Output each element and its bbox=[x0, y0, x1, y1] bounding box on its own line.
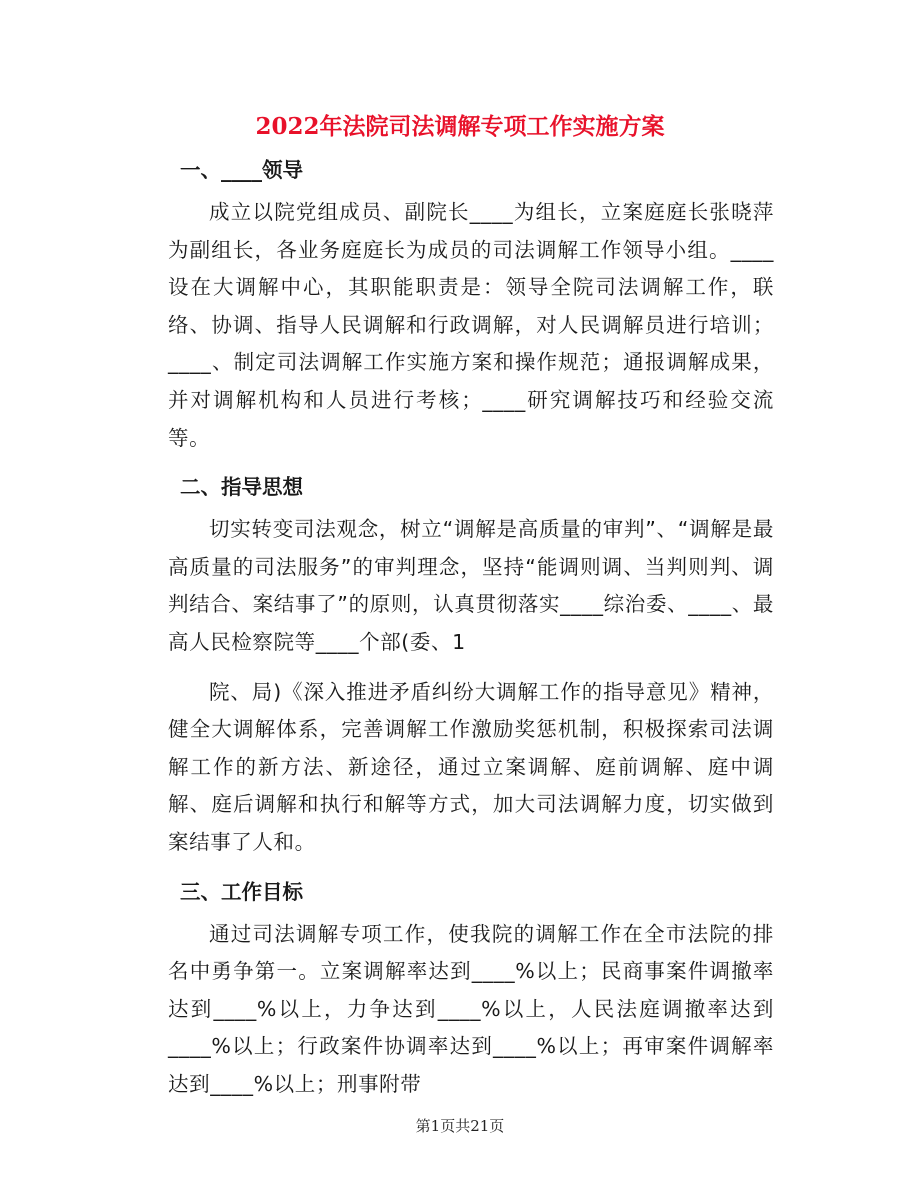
document-title: 2022年法院司法调解专项工作实施方案 bbox=[255, 113, 665, 140]
section-heading-guiding-thought: 二、指导思想 bbox=[180, 475, 303, 500]
paragraph-guiding-thought-2: 院、局)《深入推进矛盾纠纷大调解工作的指导意见》精神，健全大调解体系，完善调解工作激励奖惩机制，积极探索司法调解工作的新方法、新途径，通过立案调解、庭前调解、庭中调解、庭后调解和执行和解等方式，加大司法调解力度，切实做到案结事了人和。 bbox=[168, 679, 774, 854]
section-heading-work-goals: 三、工作目标 bbox=[180, 879, 303, 904]
document-body bbox=[168, 152, 774, 1115]
paragraph-guiding-thought-1: 切实转变司法观念，树立“调解是高质量的审判”、“调解是最高质量的司法服务”的审判理念，坚持“能调则调、当判则判、调判结合、案结事了”的原则，认真贯彻落实____综治委、____、最高人民检察院等____个部(委、1 bbox=[168, 517, 774, 654]
paragraph-leadership: 成立以院党组成员、副院长____为组长，立案庭庭长张晓萍为副组长，各业务庭庭长为成员的司法调解工作领导小组。____设在大调解中心，其职能职责是：领导全院司法调解工作，联络、协调、指导人民调解和行政调解，对人民调解员进行培训；____、制定司法调解工作实施方案和操作规范；通报调解成果，并对调解机构和人员进行考核；____研究调解技巧和经验交流等。 bbox=[168, 200, 774, 450]
section-heading-leadership: 一、____领导 bbox=[180, 158, 303, 182]
paragraph-work-goals: 通过司法调解专项工作，使我院的调解工作在全市法院的排名中勇争第一。立案调解率达到____%以上；民商事案件调撤率达到____%以上，力争达到____%以上，人民法庭调撤率达到____%以上；行政案件协调率达到____%以上；再审案件调解率达到____%以上；刑事附带 bbox=[168, 921, 774, 1096]
page-number-indicator: 第1页共21页 bbox=[415, 1117, 505, 1135]
